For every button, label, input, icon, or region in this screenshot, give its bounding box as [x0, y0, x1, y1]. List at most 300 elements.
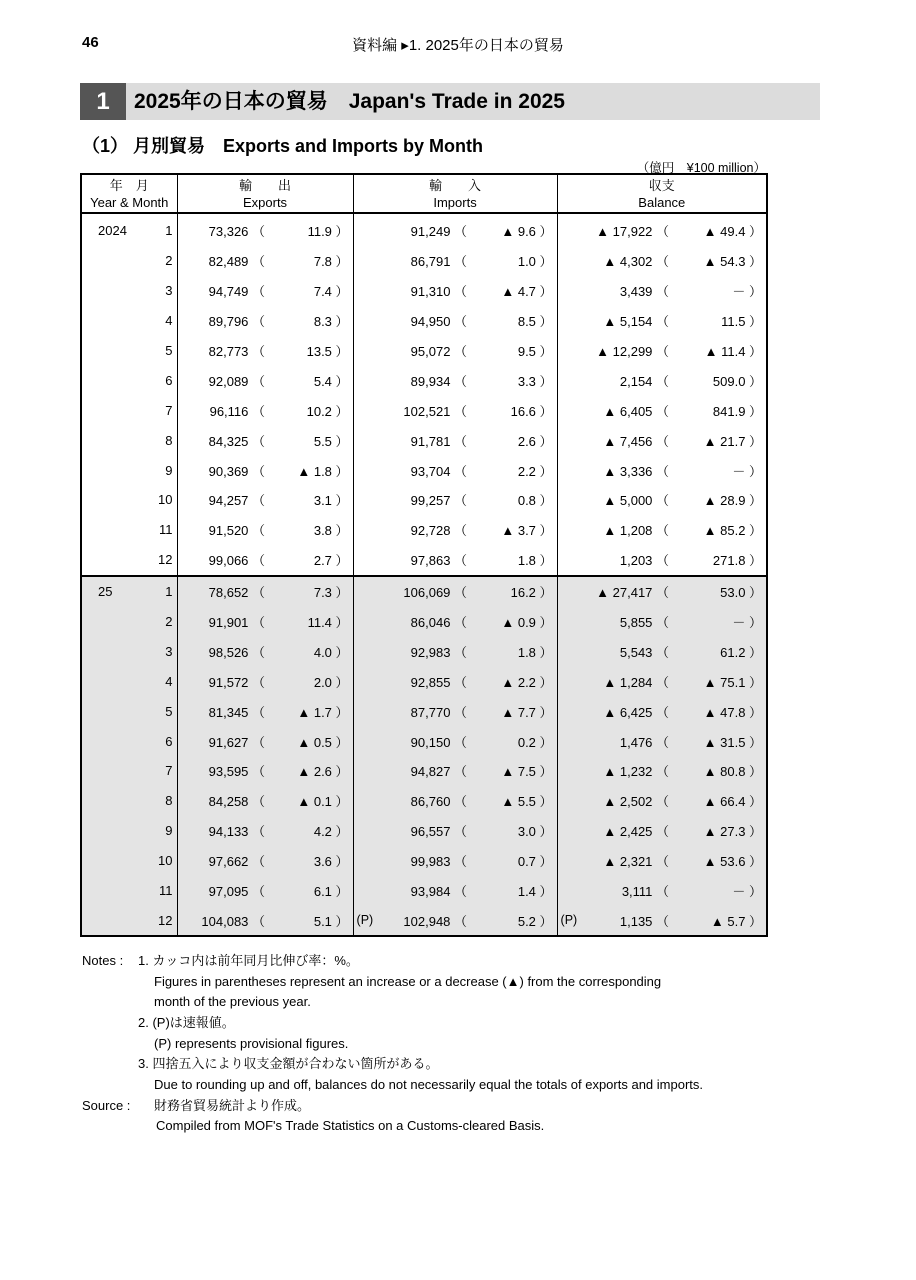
header-year-month: [81, 174, 177, 213]
imports-provisional-mark: [353, 515, 383, 545]
table-row: [81, 455, 767, 485]
balance-value: ▲ 5,000 （: [603, 493, 670, 509]
balance-pct: ▲ 47.8 ）: [671, 696, 767, 726]
imports-provisional-mark: [353, 696, 383, 726]
exports-value: 90,369 （: [177, 455, 267, 485]
table-row: [81, 485, 767, 515]
balance-value: ▲ 1,232 （: [585, 756, 671, 786]
imports-provisional-mark: [353, 816, 383, 846]
exports-pct: 3.1 ）: [313, 493, 349, 509]
imports-provisional-mark: [353, 213, 383, 246]
month-cell: 3: [141, 636, 177, 666]
exports-pct: 11.4 ）: [307, 615, 349, 631]
exports-pct-cell: [267, 726, 353, 756]
imports-provisional-mark: [353, 365, 383, 395]
imports-value: 96,557 （: [383, 816, 469, 846]
imports-value: 86,760 （: [383, 786, 469, 816]
table-row: [81, 515, 767, 545]
imports-pct: 0.2 ）: [469, 726, 557, 756]
imports-pct: ▲ 7.7 ）: [469, 696, 557, 726]
balance-provisional-mark: [557, 365, 585, 395]
balance-provisional-mark: (P): [557, 905, 585, 936]
balance-pct: 509.0 ）: [712, 373, 763, 389]
table-row: [81, 876, 767, 906]
exports-value: 94,749 （: [177, 276, 267, 306]
imports-provisional-mark: [353, 876, 383, 906]
imports-provisional-mark: [353, 607, 383, 637]
exports-value: 96,116 （: [177, 395, 267, 425]
exports-value: 104,083 （: [177, 905, 267, 936]
table-row: [81, 607, 767, 637]
balance-value: 1,203 （: [619, 553, 670, 569]
imports-pct: 0.8 ）: [517, 493, 553, 509]
exports-pct-cell: [267, 545, 353, 576]
month-cell: 6: [165, 372, 173, 388]
exports-pct-cell: [267, 365, 353, 395]
month-cell: 10: [141, 846, 177, 876]
month-cell: 2: [141, 607, 177, 637]
month-cell: 4: [165, 313, 173, 329]
exports-pct: 2.0 ）: [313, 674, 349, 690]
imports-provisional-mark: [353, 576, 383, 607]
imports-provisional-mark: [353, 455, 383, 485]
imports-value: 106,069 （: [383, 576, 469, 607]
header-imports-jp: 輸 入: [429, 177, 482, 193]
imports-pct: 1.8 ）: [517, 553, 553, 569]
exports-value: 89,796 （: [177, 306, 267, 336]
exports-value: 97,095 （: [177, 876, 267, 906]
trade-table-container: [80, 173, 766, 937]
imports-provisional-mark: [353, 786, 383, 816]
exports-pct: ▲ 1.8 ）: [297, 463, 349, 479]
balance-provisional-mark: [557, 336, 585, 366]
exports-pct-cell: [267, 213, 353, 246]
subsection-title: （1） 月別貿易 Exports and Imports by Month: [82, 136, 484, 156]
balance-provisional-mark: [557, 485, 585, 515]
header-year-month-jp: 年 月: [109, 177, 149, 193]
table-row: [81, 816, 767, 846]
exports-pct: 5.5 ）: [313, 433, 349, 449]
imports-pct: 5.2 ）: [469, 905, 557, 936]
year-cell: [81, 607, 141, 637]
balance-pct: ▲ 75.1 ）: [671, 666, 767, 696]
month-cell: 2: [165, 253, 173, 269]
exports-pct: 5.1 ）: [313, 913, 349, 929]
exports-value: 98,526 （: [177, 636, 267, 666]
exports-pct: ▲ 2.6 ）: [297, 764, 349, 780]
balance-provisional-mark: [557, 306, 585, 336]
balance-pct: － ）: [732, 463, 763, 479]
table-row: [81, 336, 767, 366]
year-cell: [81, 365, 141, 395]
exports-pct: 7.3 ）: [313, 585, 349, 601]
balance-value: 2,154 （: [619, 373, 670, 389]
balance-pct: ▲ 66.4 ）: [671, 786, 767, 816]
balance-pct: ▲ 31.5 ）: [671, 726, 767, 756]
balance-provisional-mark: [557, 816, 585, 846]
imports-value: 94,827 （: [383, 756, 469, 786]
header-exports-en: Exports: [242, 194, 288, 210]
exports-value: 73,326 （: [177, 213, 267, 246]
header-imports: [353, 174, 557, 213]
note-2-jp: 2. (P)は速報値。: [138, 1015, 235, 1030]
imports-pct: ▲ 4.7 ）: [501, 284, 553, 300]
imports-provisional-mark: [353, 425, 383, 455]
balance-value: ▲ 3,336 （: [603, 463, 670, 479]
imports-pct: ▲ 2.2 ）: [469, 666, 557, 696]
exports-pct-cell: [267, 846, 353, 876]
imports-pct: 0.7 ）: [469, 846, 557, 876]
exports-pct-cell: [267, 786, 353, 816]
imports-value: 91,310 （: [410, 284, 468, 300]
year-cell: [81, 485, 141, 515]
imports-provisional-mark: [353, 276, 383, 306]
balance-value: ▲ 2,425 （: [585, 816, 671, 846]
section-bar: [80, 83, 820, 120]
header-year-month-en: Year & Month: [90, 194, 169, 210]
balance-provisional-mark: [557, 425, 585, 455]
month-cell: 9: [165, 462, 173, 478]
exports-pct: ▲ 0.5 ）: [297, 734, 349, 750]
balance-pct: 61.2 ）: [671, 636, 767, 666]
note-2-en: (P) represents provisional figures.: [154, 1036, 349, 1051]
balance-pct: ▲ 49.4 ）: [703, 224, 763, 240]
imports-pct: ▲ 9.6 ）: [501, 224, 553, 240]
table-row: [81, 425, 767, 455]
year-cell: [81, 756, 141, 786]
exports-pct: ▲ 0.1 ）: [297, 794, 349, 810]
year-cell: [81, 905, 141, 936]
unit-label: （億円 ¥100 million）: [636, 161, 766, 175]
exports-pct: 2.7 ）: [313, 553, 349, 569]
exports-pct: 4.2 ）: [313, 824, 349, 840]
balance-value: ▲ 4,302 （: [603, 254, 670, 270]
exports-pct-cell: [267, 306, 353, 336]
imports-provisional-mark: [353, 726, 383, 756]
year-cell: 25: [81, 576, 141, 607]
balance-pct: ▲ 54.3 ）: [703, 254, 763, 270]
exports-pct-cell: [267, 395, 353, 425]
year-cell: [81, 696, 141, 726]
month-cell: 6: [141, 726, 177, 756]
imports-value: 86,791 （: [410, 254, 468, 270]
note-1-jp: 1. カッコ内は前年同月比伸び率：%。: [138, 953, 359, 968]
exports-pct: 5.4 ）: [313, 373, 349, 389]
table-row: [81, 905, 767, 936]
balance-pct: 53.0 ）: [671, 576, 767, 607]
imports-value: 91,249 （: [410, 224, 468, 240]
balance-pct: ▲ 21.7 ）: [703, 433, 763, 449]
exports-pct-cell: [267, 816, 353, 846]
balance-provisional-mark: [557, 636, 585, 666]
table-row: [81, 756, 767, 786]
exports-value: 91,572 （: [177, 666, 267, 696]
balance-pct: ▲ 27.3 ）: [671, 816, 767, 846]
imports-pct: 1.8 ）: [469, 636, 557, 666]
balance-provisional-mark: [557, 846, 585, 876]
imports-pct: 9.5 ）: [517, 344, 553, 359]
exports-pct-cell: [267, 336, 353, 366]
note-1-en-line1: Figures in parentheses represent an increase or a decrease (▲) from the corresponding: [154, 974, 662, 989]
exports-pct-cell: [267, 246, 353, 276]
month-cell: 5: [165, 343, 173, 358]
imports-value: 91,781 （: [410, 433, 468, 449]
section-title: 2025年の日本の貿易 Japan's Trade in 2025: [134, 90, 565, 113]
table-header: [81, 174, 767, 213]
exports-pct: 3.8 ）: [313, 523, 349, 539]
imports-value: 92,728 （: [410, 523, 468, 539]
year-cell: [81, 786, 141, 816]
table-row: [81, 636, 767, 666]
imports-provisional-mark: [353, 395, 383, 425]
exports-pct: 11.9 ）: [307, 224, 349, 240]
source-jp: 財務省貿易統計より作成。: [154, 1098, 311, 1113]
table-row: [81, 213, 767, 246]
balance-provisional-mark: [557, 276, 585, 306]
imports-provisional-mark: [353, 485, 383, 515]
balance-pct: ▲ 85.2 ）: [703, 523, 763, 539]
year-cell: [81, 816, 141, 846]
imports-provisional-mark: [353, 306, 383, 336]
imports-value: 102,521 （: [403, 403, 468, 419]
month-cell: 12: [158, 552, 173, 568]
month-cell: 12: [141, 905, 177, 936]
exports-pct-cell: [267, 485, 353, 515]
imports-provisional-mark: [353, 246, 383, 276]
month-cell: 4: [141, 666, 177, 696]
year-cell: [81, 515, 141, 545]
table-row: [81, 666, 767, 696]
exports-value: 94,257 （: [177, 485, 267, 515]
imports-provisional-mark: [353, 636, 383, 666]
balance-value: ▲ 5,154 （: [603, 314, 670, 330]
header-balance-jp: 収支: [648, 177, 675, 193]
imports-provisional-mark: [353, 756, 383, 786]
imports-pct: 8.5 ）: [517, 314, 553, 330]
balance-provisional-mark: [557, 395, 585, 425]
month-cell: 8: [141, 786, 177, 816]
year-cell: [81, 276, 141, 306]
balance-provisional-mark: [557, 666, 585, 696]
imports-pct: 2.2 ）: [517, 463, 553, 479]
exports-pct-cell: [267, 696, 353, 726]
note-1-en-line2: month of the previous year.: [154, 994, 311, 1009]
balance-provisional-mark: [557, 246, 585, 276]
exports-pct-cell: [267, 636, 353, 666]
balance-provisional-mark: [557, 756, 585, 786]
year-cell: [81, 636, 141, 666]
exports-pct-cell: [267, 576, 353, 607]
imports-pct: ▲ 5.5 ）: [469, 786, 557, 816]
exports-value: 97,662 （: [177, 846, 267, 876]
month-cell: 7: [165, 402, 173, 418]
year-cell: [81, 545, 141, 576]
balance-provisional-mark: [557, 726, 585, 756]
table-row: [81, 726, 767, 756]
balance-value: ▲ 2,321 （: [585, 846, 671, 876]
imports-value: 95,072 （: [410, 344, 468, 359]
year-cell: [81, 876, 141, 906]
imports-pct: ▲ 7.5 ）: [469, 756, 557, 786]
exports-value: 78,652 （: [177, 576, 267, 607]
exports-pct: 4.0 ）: [313, 644, 349, 660]
balance-pct: 841.9 ）: [712, 403, 763, 419]
imports-pct: 2.6 ）: [517, 433, 553, 449]
table-row: [81, 395, 767, 425]
section-number: 1: [80, 83, 126, 120]
balance-provisional-mark: [557, 876, 585, 906]
imports-pct: 1.0 ）: [517, 254, 553, 270]
exports-value: 91,627 （: [177, 726, 267, 756]
header-imports-en: Imports: [433, 194, 477, 210]
header-balance: [557, 174, 767, 213]
balance-provisional-mark: [557, 786, 585, 816]
imports-value: 99,983 （: [383, 846, 469, 876]
balance-provisional-mark: [557, 576, 585, 607]
imports-provisional-mark: [353, 545, 383, 576]
imports-value: 99,257 （: [410, 493, 468, 509]
running-header: 資料編 ▸1. 2025年の日本の貿易: [352, 37, 564, 54]
exports-value: 84,258 （: [177, 786, 267, 816]
balance-value: ▲ 1,284 （: [585, 666, 671, 696]
balance-pct: ▲ 28.9 ）: [703, 493, 763, 509]
table-row: [81, 306, 767, 336]
balance-pct: ▲ 5.7 ）: [671, 905, 767, 936]
imports-pct: 3.0 ）: [469, 816, 557, 846]
imports-value: 87,770 （: [383, 696, 469, 726]
balance-value: ▲ 2,502 （: [585, 786, 671, 816]
balance-value: 5,543 （: [585, 636, 671, 666]
balance-value: 1,135 （: [585, 905, 671, 936]
imports-pct: 16.6 ）: [510, 403, 553, 419]
exports-pct-cell: [267, 756, 353, 786]
exports-value: 81,345 （: [177, 696, 267, 726]
month-cell: 11: [141, 876, 177, 906]
balance-provisional-mark: [557, 213, 585, 246]
balance-pct: － ）: [671, 607, 767, 637]
exports-value: 99,066 （: [177, 545, 267, 576]
balance-value: ▲ 6,425 （: [585, 696, 671, 726]
imports-pct: ▲ 0.9 ）: [469, 607, 557, 637]
balance-value: 3,111 （: [585, 876, 671, 906]
header-exports-jp: 輸 出: [239, 177, 292, 193]
exports-pct: 7.4 ）: [313, 284, 349, 300]
header-balance-en: Balance: [638, 194, 686, 210]
table-row: [81, 365, 767, 395]
balance-pct: 11.5 ）: [721, 314, 763, 330]
month-cell: 8: [165, 432, 173, 448]
exports-value: 84,325 （: [177, 425, 267, 455]
month-cell: 1: [165, 223, 173, 239]
year-cell: [81, 726, 141, 756]
table-row: [81, 846, 767, 876]
exports-value: 91,901 （: [177, 607, 267, 637]
exports-pct: 10.2 ）: [306, 403, 349, 419]
table-body-2025: [81, 576, 767, 937]
year-cell: [81, 846, 141, 876]
year-cell: 2024: [98, 223, 127, 239]
imports-provisional-mark: [353, 846, 383, 876]
year-cell: [81, 455, 141, 485]
balance-value: ▲ 27,417 （: [585, 576, 671, 607]
exports-pct: 7.8 ）: [313, 254, 349, 270]
year-cell: [81, 306, 141, 336]
balance-provisional-mark: [557, 607, 585, 637]
imports-pct: 3.3 ）: [517, 373, 553, 389]
exports-pct-cell: [267, 876, 353, 906]
balance-pct: ▲ 11.4 ）: [704, 344, 763, 359]
imports-value: 102,948 （: [383, 905, 469, 936]
balance-provisional-mark: [557, 515, 585, 545]
header-exports: [177, 174, 353, 213]
source-en: Compiled from MOF's Trade Statistics on a Customs-cleared Basis.: [156, 1118, 545, 1133]
month-cell: 10: [158, 492, 173, 508]
exports-value: 93,595 （: [177, 756, 267, 786]
month-cell: 3: [165, 283, 173, 299]
imports-value: 93,984 （: [383, 876, 469, 906]
balance-pct: － ）: [732, 284, 763, 300]
imports-value: 89,934 （: [410, 373, 468, 389]
balance-provisional-mark: [557, 696, 585, 726]
note-3-en: Due to rounding up and off, balances do not necessarily equal the totals of exports and imports.: [154, 1077, 703, 1092]
exports-pct-cell: [267, 276, 353, 306]
exports-value: 92,089 （: [177, 365, 267, 395]
notes-label: Notes :: [82, 953, 124, 968]
month-cell: 5: [141, 696, 177, 726]
month-cell: 11: [159, 522, 173, 538]
month-cell: 1: [141, 576, 177, 607]
imports-pct: ▲ 3.7 ）: [501, 523, 553, 539]
table-row: [81, 545, 767, 576]
exports-pct-cell: [267, 455, 353, 485]
month-cell: 7: [141, 756, 177, 786]
balance-provisional-mark: [557, 455, 585, 485]
table-row: [81, 576, 767, 607]
table-row: [81, 246, 767, 276]
exports-pct: 8.3 ）: [313, 314, 349, 330]
month-cell: 9: [141, 816, 177, 846]
exports-pct: 6.1 ）: [313, 884, 349, 900]
exports-value: 91,520 （: [177, 515, 267, 545]
imports-value: 97,863 （: [410, 553, 468, 569]
imports-value: 92,983 （: [383, 636, 469, 666]
imports-provisional-mark: [353, 666, 383, 696]
page-number: 46: [82, 34, 99, 51]
exports-pct: ▲ 1.7 ）: [297, 704, 349, 720]
exports-pct-cell: [267, 515, 353, 545]
year-cell: [81, 395, 141, 425]
exports-pct-cell: [267, 905, 353, 936]
imports-value: 93,704 （: [410, 463, 468, 479]
table-body-2024: [81, 213, 767, 576]
exports-value: 82,489 （: [177, 246, 267, 276]
balance-value: ▲ 7,456 （: [603, 433, 670, 449]
balance-pct: ▲ 53.6 ）: [671, 846, 767, 876]
balance-value: 3,439 （: [619, 284, 670, 300]
balance-provisional-mark: [557, 545, 585, 576]
table-row: [81, 696, 767, 726]
imports-provisional-mark: (P): [353, 905, 383, 936]
exports-pct-cell: [267, 425, 353, 455]
balance-pct: 271.8 ）: [712, 553, 763, 569]
balance-value: ▲ 12,299 （: [596, 344, 670, 359]
table-row: [81, 786, 767, 816]
imports-provisional-mark: [353, 336, 383, 366]
balance-value: ▲ 6,405 （: [603, 403, 670, 419]
exports-pct-cell: [267, 607, 353, 637]
balance-pct: ▲ 80.8 ）: [671, 756, 767, 786]
balance-value: ▲ 1,208 （: [603, 523, 670, 539]
